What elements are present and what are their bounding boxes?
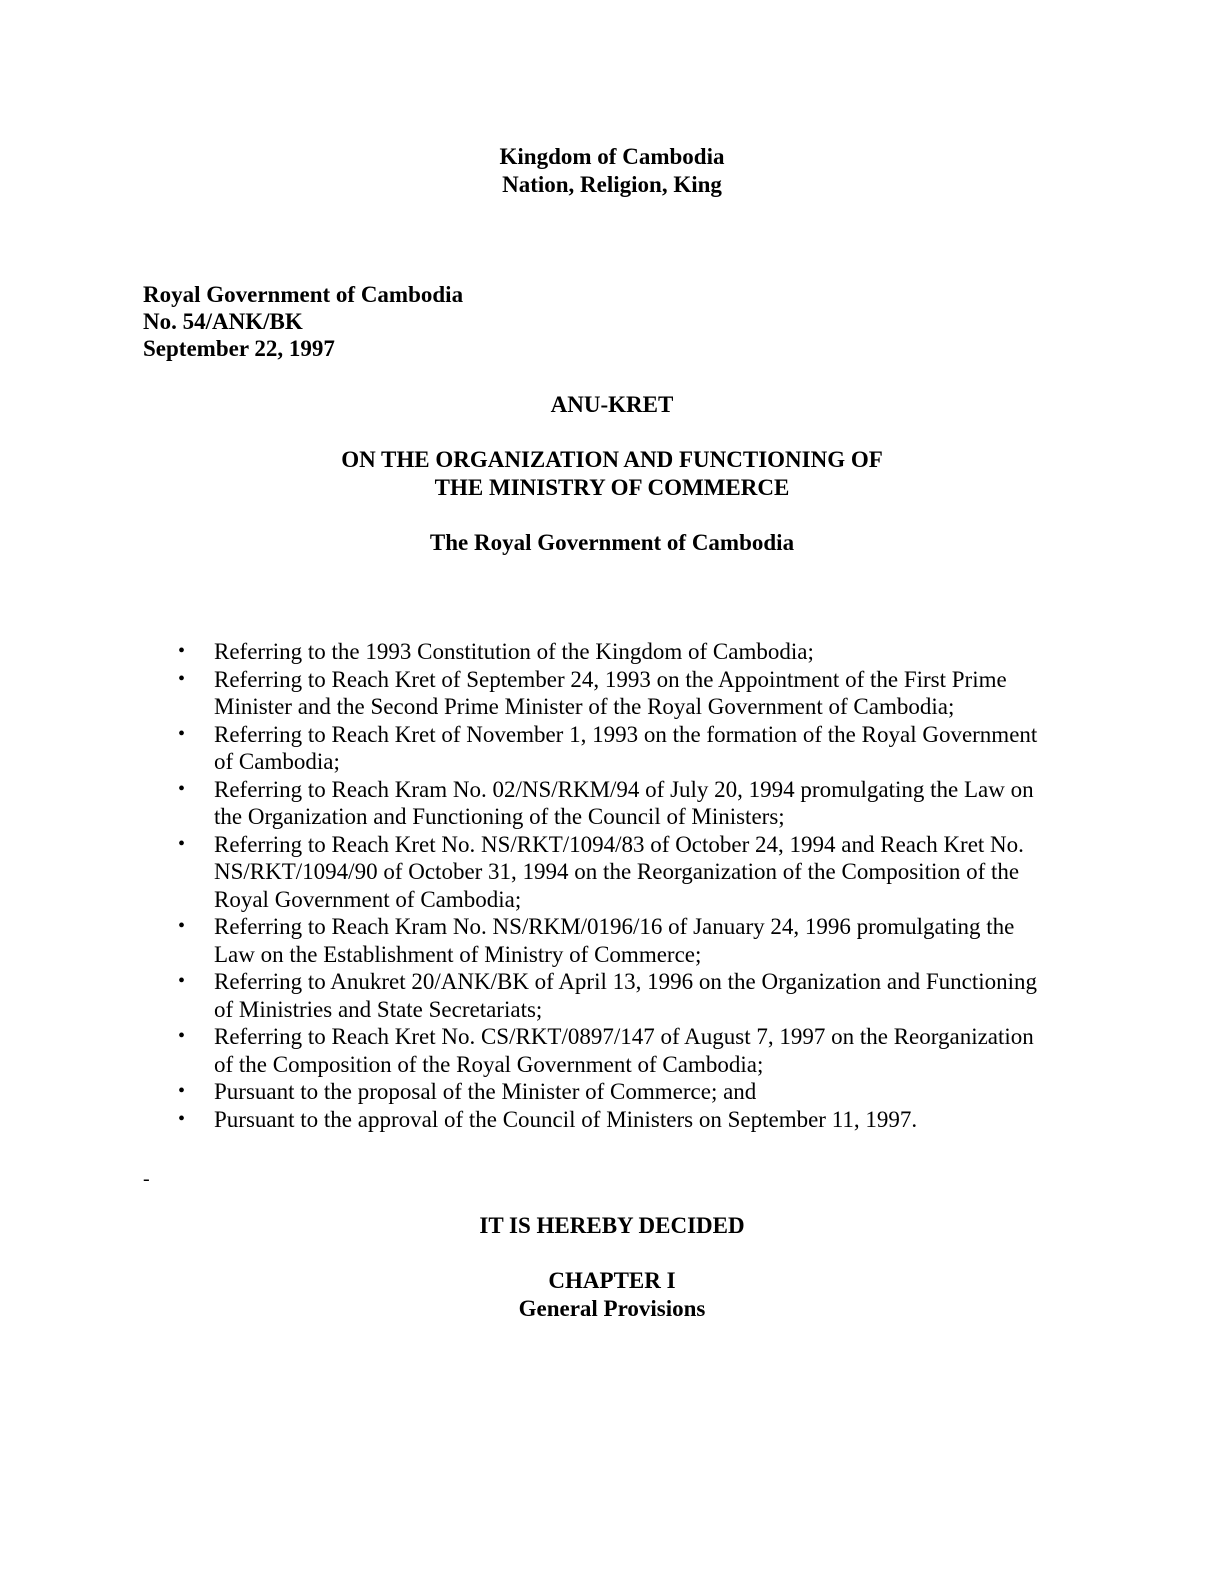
bullet-icon: • [178,1107,186,1130]
reference-item [176,721,1076,776]
document-title-line-1: ON THE ORGANIZATION AND FUNCTIONING OF [341,447,883,472]
reference-text-line: Minister and the Second Prime Minister of the Royal Government of Cambodia; [214,694,955,719]
reference-text-line: Pursuant to the approval of the Council of Ministers on September 11, 1997. [214,1106,918,1132]
reference-text-line: Referring to Reach Kret of November 1, 1993 on the formation of the Royal Government [214,721,1038,747]
bullet-icon: • [178,832,186,855]
reference-item [176,666,1076,721]
nation-header [0,143,1224,199]
decision-heading [0,1212,1224,1240]
document-type-label: ANU-KRET [550,392,674,417]
header-motto: Nation, Religion, King [502,172,722,197]
stray-dash-mark: - [143,1168,150,1190]
reference-text-line: Law on the Establishment of Ministry of Commerce; [214,941,702,967]
issuer-name: Royal Government of Cambodia [143,282,464,307]
document-number: No. 54/ANK/BK [143,309,303,334]
reference-text-line: Pursuant to the proposal of the Minister of Commerce; and [214,1079,757,1104]
bullet-icon: • [178,915,186,937]
document-date: September 22, 1997 [143,336,335,361]
reference-text-line: Referring to the 1993 Constitution of the Kingdom of Cambodia; [214,639,814,664]
reference-text-line: NS/RKT/1094/90 of October 31, 1994 on the Reorganization of the Composition of the [214,859,1020,884]
issuer-block [143,281,463,362]
chapter-heading [0,1267,1224,1323]
government-intro [0,529,1224,557]
header-kingdom: Kingdom of Cambodia [499,144,725,169]
document-title [0,446,1224,502]
reference-text-line: Referring to Reach Kram No. 02/NS/RKM/94 of July 20, 1994 promulgating the Law on [214,776,1034,802]
reference-text-line: the Organization and Functioning of the Council of Ministers; [214,804,785,829]
reference-text-line: Referring to Anukret 20/ANK/BK of April 13, 1996 on the Organization and Functioning [214,969,1037,994]
reference-text-line: Referring to Reach Kram No. NS/RKM/0196/16 of January 24, 1996 promulgating the [214,914,1015,939]
bullet-icon: • [178,722,186,745]
reference-text-line: Royal Government of Cambodia; [214,886,522,912]
reference-item [176,638,1076,666]
document-type [0,391,1224,419]
document-title-line-2: THE MINISTRY OF COMMERCE [434,475,790,500]
reference-item [176,968,1076,1023]
reference-item [176,913,1076,968]
bullet-icon: • [178,777,186,800]
reference-item [176,831,1076,914]
bullet-icon: • [178,1080,186,1102]
reference-text-line: of the Composition of the Royal Government of Cambodia; [214,1051,764,1077]
bullet-icon: • [178,970,186,992]
reference-item [176,1106,1076,1134]
government-intro-text: The Royal Government of Cambodia [429,530,795,555]
decision-text: IT IS HEREBY DECIDED [479,1213,745,1238]
reference-text-line: Referring to Reach Kret of September 24, 1993 on the Appointment of the First Prime [214,666,1007,692]
bullet-icon: • [178,667,186,690]
bullet-icon: • [178,640,186,662]
chapter-title: General Provisions [518,1296,706,1321]
reference-text-line: Referring to Reach Kret No. CS/RKT/0897/147 of August 7, 1997 on the Reorganization [214,1024,1034,1049]
reference-text-line: of Ministries and State Secretariats; [214,996,543,1022]
chapter-number: CHAPTER I [548,1268,676,1293]
reference-item [176,776,1076,831]
reference-item [176,1078,1076,1106]
reference-text-line: of Cambodia; [214,749,340,774]
reference-text-line: Referring to Reach Kret No. NS/RKT/1094/83 of October 24, 1994 and Reach Kret No. [214,831,1024,857]
bullet-icon: • [178,1025,186,1047]
reference-item [176,1023,1076,1078]
references-list [176,638,1076,1133]
